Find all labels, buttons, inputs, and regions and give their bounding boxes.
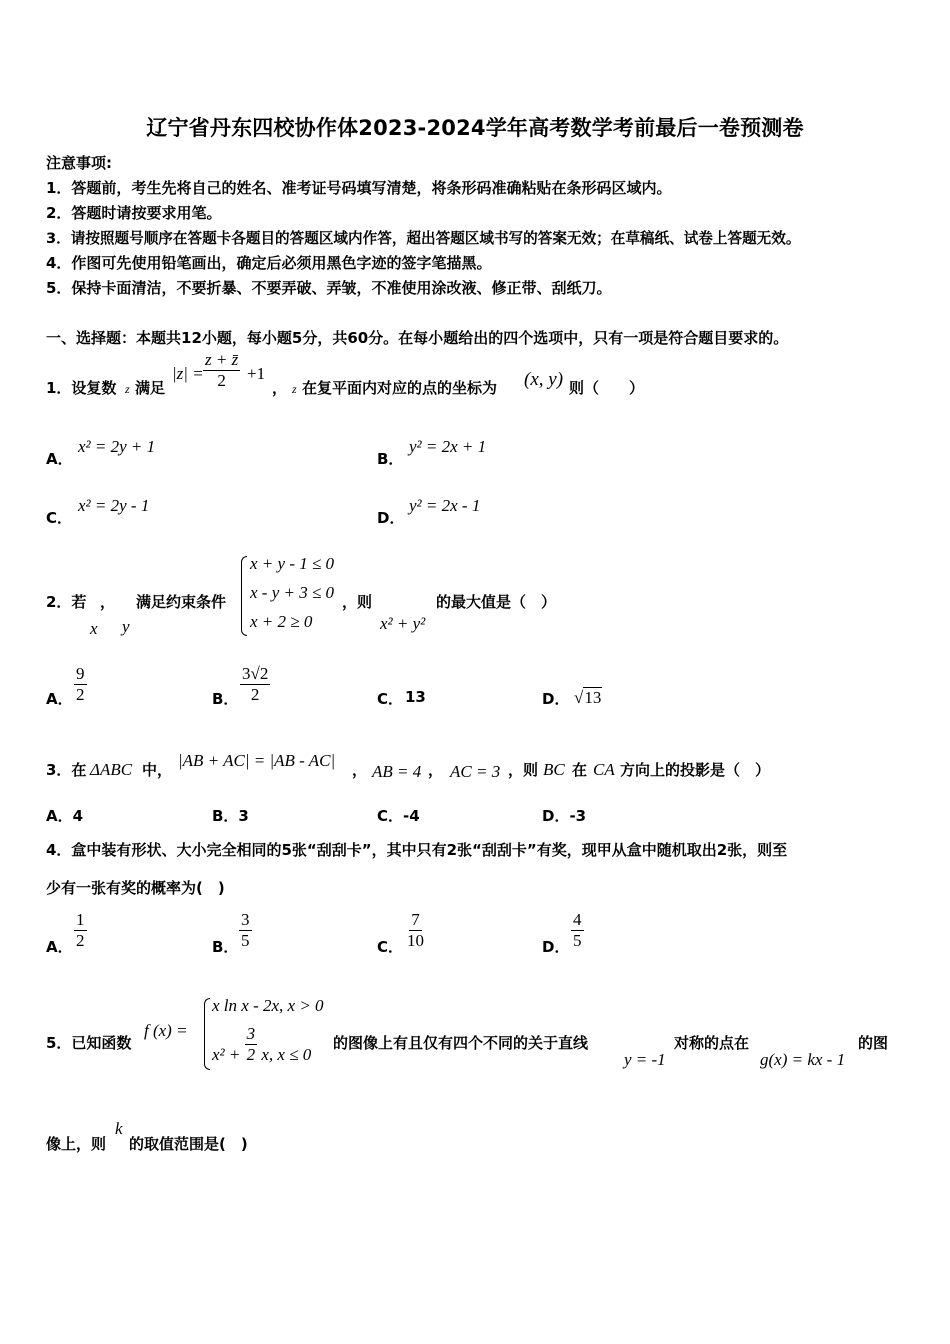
q3-ca: CA [593, 760, 615, 779]
q2-option-c[interactable]: 13 [405, 688, 426, 706]
q4-option-c-label[interactable]: C． [377, 938, 404, 956]
q3-option-a[interactable]: A．4 [46, 807, 84, 825]
q2-text: 2．若 [46, 593, 87, 611]
q2-constraint: x + y - 1 ≤ 0 [250, 554, 335, 573]
q1-option-d-label[interactable]: D． [377, 509, 405, 527]
q4-d-den: 5 [573, 931, 582, 950]
q3-triangle: ΔABC [90, 760, 133, 779]
q5-var-k: k [115, 1119, 123, 1138]
q1-text: 满足 [135, 379, 166, 397]
q3-text: ，则 [508, 761, 539, 779]
notice-item: 5．保持卡面清洁，不要折暴、不要弄破、弄皱，不准使用涂改液、修正带、刮纸刀。 [46, 279, 612, 297]
q1-option-a-label[interactable]: A． [46, 450, 73, 468]
q5-function-name: f (x) = [144, 1021, 188, 1040]
page-title: 辽宁省丹东四校协作体2023-2024学年高考数学考前最后一卷预测卷 [146, 116, 804, 140]
q4-option-c[interactable] [405, 910, 426, 951]
q3-option-c[interactable]: C．-4 [377, 807, 420, 825]
q2-constraint: x + 2 ≥ 0 [250, 612, 313, 631]
q2-text: ，则 [342, 593, 373, 611]
q5-case2-b: x, x ≤ 0 [261, 1045, 312, 1065]
q4-c-den: 10 [407, 931, 424, 950]
q1-frac-num: z + z̄ [205, 350, 239, 369]
q1-text: 在复平面内对应的点的坐标为 [302, 379, 498, 397]
q5-case2-den: 2 [246, 1045, 256, 1064]
q3-option-d[interactable]: D．-3 [542, 807, 587, 825]
q2-var-x: x [90, 619, 98, 638]
q1-fraction [203, 350, 240, 391]
q3-text: 3．在 [46, 761, 87, 779]
q4-option-d[interactable] [571, 910, 584, 951]
q3-text: 在 [572, 761, 588, 779]
q3-text: ， [428, 761, 444, 779]
q2-option-a-label[interactable]: A． [46, 690, 73, 708]
q5-line: y = -1 [624, 1050, 666, 1069]
q1-frac-den: 2 [217, 371, 226, 390]
notice-item: 4．作图可先使用铅笔画出，确定后必须用黑色字迹的签字笔描黑。 [46, 254, 492, 272]
q3-ab: AB = 4 [372, 762, 422, 781]
q5-case [212, 1024, 311, 1065]
q2-text: 的最大值是（ ） [436, 593, 557, 611]
section-heading: 一、选择题：本题共12小题，每小题5分，共60分。在每小题给出的四个选项中，只有一项是符合题目要求的。 [46, 329, 789, 347]
q4-option-a[interactable] [74, 910, 87, 951]
q3-ac: AC = 3 [450, 762, 501, 781]
q2-var-y: y [122, 617, 130, 636]
q5-case: x ln x - 2x, x > 0 [212, 996, 324, 1015]
q3-vector-equation: |AB + AC| = |AB - AC| [178, 751, 336, 770]
q2-text: ， [100, 593, 116, 611]
q4-a-den: 2 [76, 931, 85, 950]
q1-option-c[interactable]: x² = 2y - 1 [78, 496, 150, 515]
q2-constraint: x - y + 3 ≤ 0 [250, 583, 335, 602]
q4-c-num: 7 [411, 910, 420, 929]
q4-b-num: 3 [241, 910, 250, 929]
notice-item: 2．答题时请按要求用笔。 [46, 204, 222, 222]
q3-option-b[interactable]: B．3 [212, 807, 249, 825]
q5-case2-a: x² + [212, 1045, 241, 1065]
notice-heading: 注意事项: [46, 154, 112, 172]
q1-option-b-label[interactable]: B． [377, 450, 404, 468]
q2-target: x² + y² [380, 614, 426, 633]
q4-text: 少有一张有奖的概率为( ) [46, 879, 225, 897]
q1-text: 则（ ） [569, 379, 645, 397]
q5-g-function: g(x) = kx - 1 [760, 1050, 846, 1069]
q1-option-c-label[interactable]: C． [46, 509, 73, 527]
q3-text: 方向上的投影是（ ） [620, 761, 771, 779]
q2-option-d-label[interactable]: D． [542, 690, 570, 708]
q2-option-d[interactable]: √13 [574, 688, 602, 707]
q3-text: 中， [142, 761, 173, 779]
q4-text: 4．盒中装有形状、大小完全相同的5张“刮刮卡”，其中只有2张“刮刮卡”有奖，现甲从盒中随机取出2张，则至 [46, 841, 788, 859]
q4-option-b[interactable] [239, 910, 252, 951]
q1-option-a[interactable]: x² = 2y + 1 [78, 437, 156, 456]
q4-option-a-label[interactable]: A． [46, 938, 73, 956]
q2-b-den: 2 [250, 685, 260, 704]
q3-text: ， [352, 761, 368, 779]
q2-option-b-label[interactable]: B． [212, 690, 239, 708]
q1-text: 1．设复数 [46, 379, 117, 397]
q5-text: 的图像上有且仅有四个不同的关于直线 [333, 1034, 589, 1052]
q2-text: 满足约束条件 [136, 593, 227, 611]
q5-text: 的图 [858, 1034, 889, 1052]
q1-var-z: z [292, 382, 297, 396]
q5-case2-num: 3 [246, 1024, 256, 1043]
q3-bc: BC [543, 760, 565, 779]
q2-constraint-brace [241, 556, 247, 636]
q1-abs-z: |z| = [172, 364, 204, 383]
q2-option-a[interactable] [74, 664, 87, 705]
q4-b-den: 5 [241, 931, 250, 950]
notice-item: 3．请按照题号顺序在答题卡各题目的答题区域内作答，超出答题区域书写的答案无效；在草稿纸、试卷上答题无效。 [46, 230, 801, 247]
q2-a-den: 2 [76, 685, 85, 704]
q4-option-d-label[interactable]: D． [542, 938, 570, 956]
q1-option-b[interactable]: y² = 2x + 1 [409, 437, 487, 456]
q2-option-b[interactable] [240, 664, 270, 705]
q5-text: 5．已知函数 [46, 1034, 132, 1052]
q4-d-num: 4 [573, 910, 582, 929]
q1-var-z: z [125, 382, 130, 396]
q1-option-d[interactable]: y² = 2x - 1 [409, 496, 481, 515]
q2-option-c-label[interactable]: C． [377, 690, 404, 708]
q4-a-num: 1 [76, 910, 85, 929]
q2-d-radicand: 13 [584, 688, 602, 707]
q5-text: 像上，则 [46, 1135, 107, 1153]
q5-text: 对称的点在 [674, 1034, 750, 1052]
q2-b-num: 3√2 [242, 664, 269, 683]
q4-option-b-label[interactable]: B． [212, 938, 239, 956]
q2-a-num: 9 [76, 664, 85, 683]
notice-item: 1．答题前，考生先将自己的姓名、准考证号码填写清楚，将条形码准确粘贴在条形码区域内。 [46, 179, 672, 197]
q5-text: 的取值范围是( ) [129, 1135, 248, 1153]
q1-text: ， [272, 379, 288, 397]
q1-plus-one: +1 [247, 364, 266, 383]
q1-point: (x, y) [524, 369, 564, 390]
q5-piecewise-brace [204, 998, 210, 1070]
